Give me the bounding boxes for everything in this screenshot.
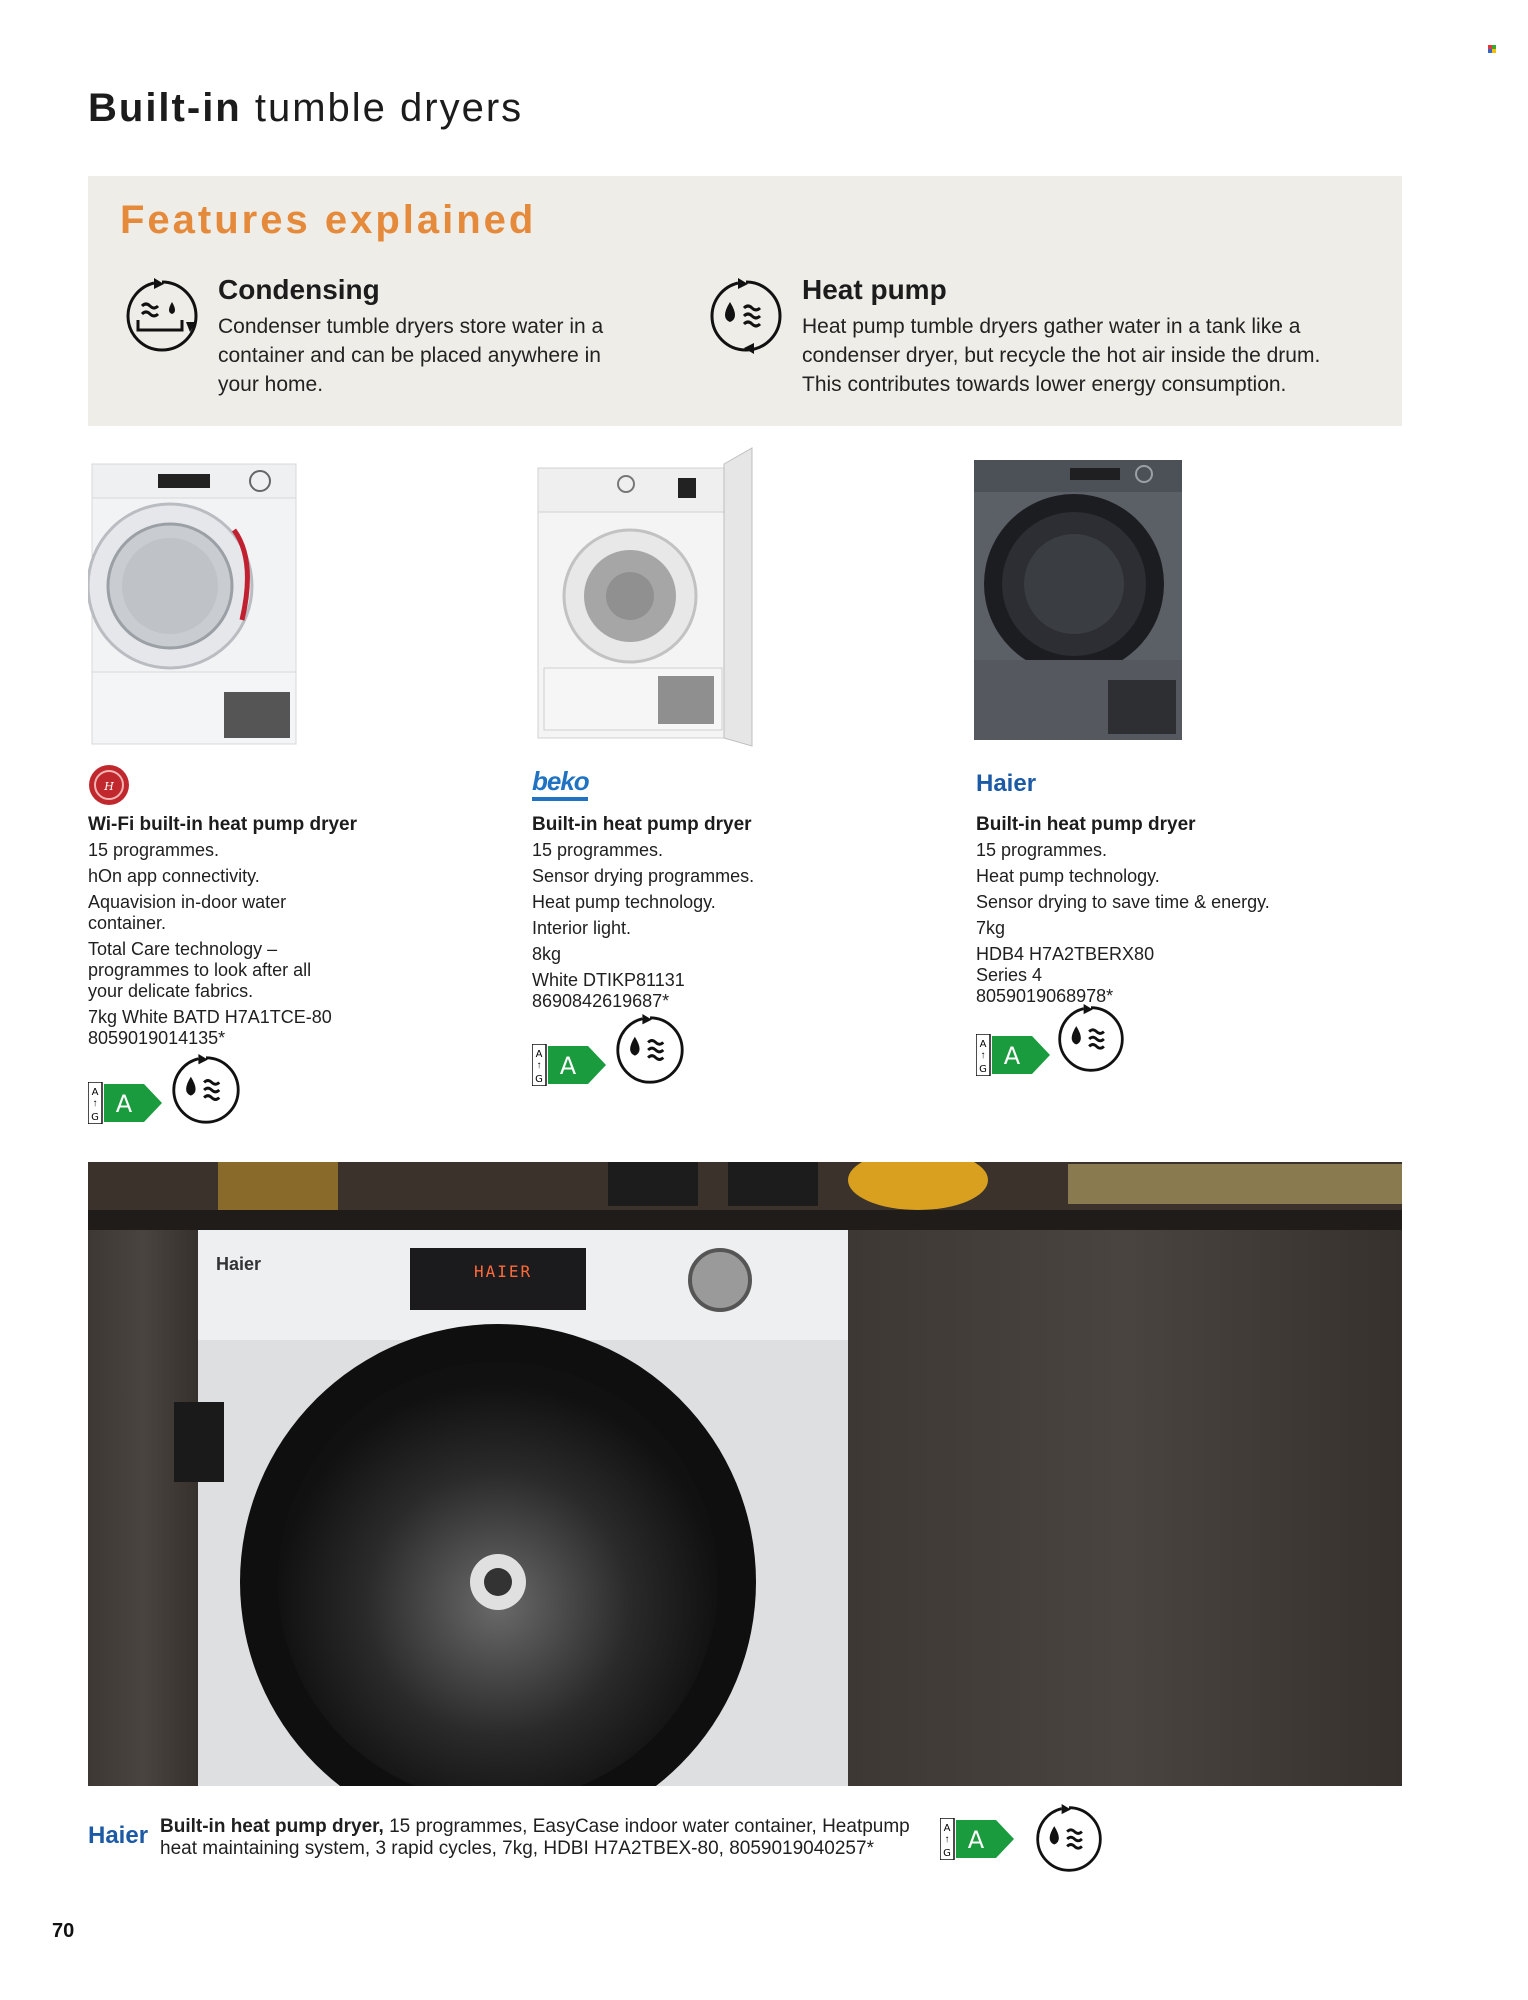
- hoover-energy-class: A: [115, 1090, 133, 1118]
- beko-energy-class: A: [559, 1052, 577, 1080]
- page-title: Built-in tumble dryers: [88, 86, 524, 130]
- hoover-heat-pump-icon: [170, 1054, 242, 1126]
- haier-energy-scale-top: A: [979, 1039, 987, 1050]
- beko-energy-label: [532, 1044, 608, 1086]
- haier-energy-class: A: [1003, 1042, 1021, 1070]
- svg-text:↑: ↑: [536, 1060, 542, 1071]
- haier-heat-pump-icon: [1056, 1004, 1126, 1074]
- bottom-energy-scale-bottom: G: [943, 1848, 951, 1859]
- lifestyle-photo: [88, 1162, 1402, 1786]
- hoover-energy-label: [88, 1082, 164, 1124]
- svg-text:↑: ↑: [980, 1050, 986, 1061]
- svg-text:↑: ↑: [92, 1098, 98, 1109]
- haier-product-details: 15 programmes. Heat pump technology. Sensor drying to save time & energy. 7kg HDB4 H7A2TBERX80 Series 4 8059019068978*: [976, 840, 1270, 1006]
- heat-pump-icon: [708, 278, 784, 354]
- corner-logo: [1488, 40, 1496, 48]
- page-number: 70: [52, 1920, 75, 1942]
- haier-dryer-image: [974, 460, 1182, 740]
- beko-product-title: Built-in heat pump dryer: [532, 814, 752, 835]
- features-panel: [88, 176, 1402, 426]
- features-heading: Features explained: [120, 198, 537, 242]
- svg-text:H: H: [104, 780, 114, 793]
- condensing-description: Condenser tumble dryers store water in a container and can be placed anywhere in your home.: [218, 315, 604, 396]
- haier-product-title: Built-in heat pump dryer: [976, 814, 1196, 835]
- beko-product-details: 15 programmes. Sensor drying programmes. Heat pump technology. Interior light. 8kg White DTIKP81131 8690842619687*: [532, 840, 755, 1011]
- condensing-title: Condensing: [218, 274, 380, 305]
- beko-heat-pump-icon: [614, 1014, 686, 1086]
- photo-panel-brand: Haier: [216, 1254, 262, 1274]
- haier-energy-scale-bottom: G: [979, 1064, 987, 1075]
- beko-logo: beko: [532, 766, 589, 796]
- heat-pump-title: Heat pump: [802, 274, 947, 305]
- beko-dryer-image: [534, 446, 766, 750]
- hoover-logo: [88, 764, 130, 806]
- haier-energy-label: [976, 1034, 1052, 1076]
- beko-energy-scale-bottom: G: [535, 1074, 543, 1085]
- hoover-energy-scale-top: A: [91, 1087, 99, 1098]
- bottom-heat-pump-icon: [1034, 1804, 1104, 1874]
- hoover-product-title: Wi-Fi built-in heat pump dryer: [88, 814, 357, 835]
- bottom-energy-class: A: [967, 1826, 985, 1854]
- heat-pump-description: Heat pump tumble dryers gather water in a tank like a condenser dryer, but recycle the hot air inside the drum. This contributes towards lower energy consumption.: [802, 315, 1321, 396]
- bottom-product-caption: Built-in heat pump dryer, 15 programmes, EasyCase indoor water container, Heatpump heat maintaining system, 3 rapid cycles, 7kg, HDBI H7A2TBEX-80, 8059019040257*: [160, 1816, 910, 1859]
- condensing-icon: [124, 278, 200, 354]
- bottom-energy-label: [940, 1818, 1016, 1860]
- svg-text:↑: ↑: [944, 1834, 950, 1845]
- bottom-energy-scale-top: A: [943, 1823, 951, 1834]
- beko-energy-scale-top: A: [535, 1049, 543, 1060]
- hoover-dryer-image: [88, 462, 300, 746]
- beko-logo-underline: [532, 797, 588, 801]
- hoover-energy-scale-bottom: G: [91, 1112, 99, 1123]
- bottom-haier-logo: Haier: [88, 1822, 149, 1849]
- haier-logo: Haier: [976, 770, 1037, 797]
- hoover-product-details: 15 programmes. hOn app connectivity. Aquavision in-door water container. Total Care technology – programmes to look after all your delicate fabrics. 7kg White BATD H7A1TCE-80 8059019014135*: [88, 840, 332, 1048]
- photo-display-text: HAIER: [474, 1262, 533, 1281]
